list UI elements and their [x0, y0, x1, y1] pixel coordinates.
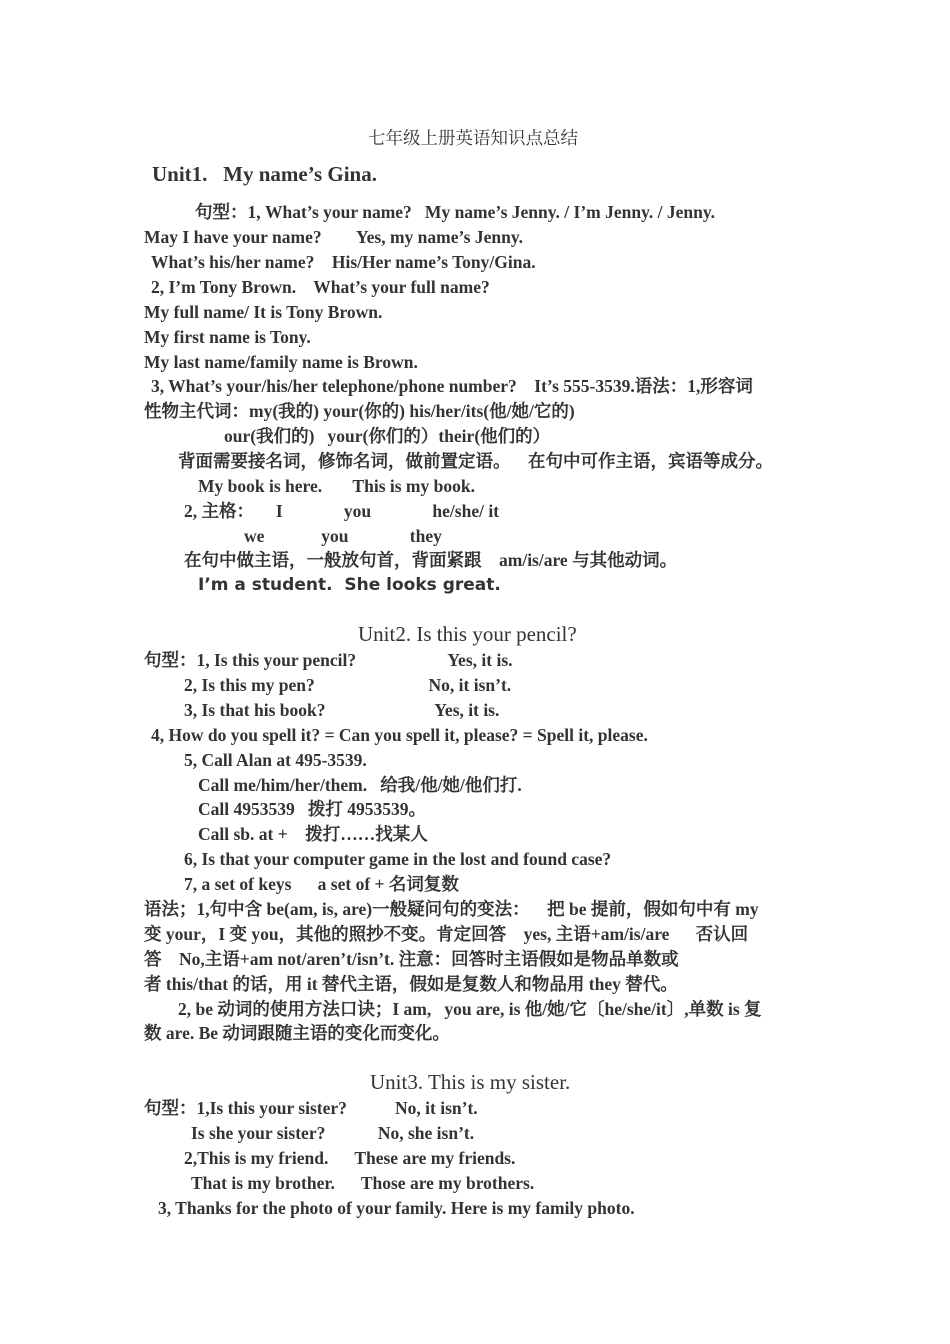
unit1-line: 2, 主格： I you he/she/ it	[184, 501, 500, 521]
unit3-line: 3, Thanks for the photo of your family. Here is my family photo.	[158, 1198, 635, 1218]
unit2-line: 2, be 动词的使用方法口诀；I am, you are, is 他/她/它〔he/she/it〕,单数 is 复	[178, 999, 762, 1019]
unit3-line: 句型：1,Is this your sister? No, it isn’t.	[144, 1098, 478, 1118]
unit1-line: 性物主代词：my(我的) your(你的) his/her/its(他/她/它的)	[144, 401, 575, 421]
unit3-line: Is she your sister? No, she isn’t.	[191, 1123, 475, 1143]
unit1-line: My book is here. This is my book.	[198, 476, 475, 496]
unit2-line: 答 No,主语+am not/aren’t/isn’t. 注意：回答时主语假如是物品单数或	[144, 949, 679, 969]
document-title: 七年级上册英语知识点总结	[368, 128, 578, 148]
unit2-line: 数 are. Be 动词跟随主语的变化而变化。	[144, 1023, 450, 1043]
unit1-heading: Unit1. My name’s Gina.	[152, 162, 377, 186]
unit2-heading: Unit2. Is this your pencil?	[358, 622, 577, 646]
unit1-line: My first name is Tony.	[144, 327, 311, 347]
unit1-line: 2, I’m Tony Brown. What’s your full name?	[151, 277, 490, 297]
unit2-line: 3, Is that his book? Yes, it is.	[184, 700, 500, 720]
unit2-line: 语法；1,句中含 be(am, is, are)一般疑问句的变法： 把 be 提前，假如句中有 my	[144, 899, 759, 919]
unit1-line: 句型：1, What’s your name? My name’s Jenny. / I’m Jenny. / Jenny.	[195, 202, 716, 222]
unit3-line: 2,This is my friend. These are my friends.	[184, 1148, 516, 1168]
unit1-line: 3, What’s your/his/her telephone/phone number? It’s 555-3539.语法：1,形容词	[151, 376, 753, 396]
unit3-heading: Unit3. This is my sister.	[370, 1070, 571, 1094]
unit2-line: 5, Call Alan at 495-3539.	[184, 750, 367, 770]
unit2-line: 2, Is this my pen? No, it isn’t.	[184, 675, 512, 695]
unit1-line: My full name/ It is Tony Brown.	[144, 302, 383, 322]
unit1-line: 背面需要接名词，修饰名词，做前置定语。 在句中可作主语，宾语等成分。	[178, 451, 773, 471]
unit1-line: What’s his/her name? His/Her name’s Tony/Gina.	[151, 252, 536, 272]
unit1-example: I’m a student. She looks great.	[198, 575, 501, 595]
unit1-line: My last name/family name is Brown.	[144, 352, 418, 372]
unit2-line: 句型：1, Is this your pencil? Yes, it is.	[144, 650, 513, 670]
unit2-line: Call sb. at + 拨打……找某人	[198, 824, 428, 844]
unit1-line: 在句中做主语，一般放句首，背面紧跟 am/is/are 与其他动词。	[184, 550, 678, 570]
unit2-line: 7, a set of keys a set of + 名词复数	[184, 874, 459, 894]
unit2-line: 变 your，I 变 you，其他的照抄不变。肯定回答 yes, 主语+am/is/are 否认回	[144, 924, 749, 944]
unit2-line: 6, Is that your computer game in the lost and found case?	[184, 849, 612, 869]
unit1-line: we you they	[244, 526, 442, 546]
unit2-line: Call 4953539 拨打 4953539。	[198, 799, 426, 819]
unit2-line: Call me/him/her/them. 给我/他/她/他们打.	[198, 775, 522, 795]
unit2-line: 4, How do you spell it? = Can you spell it, please? = Spell it, please.	[151, 725, 648, 745]
unit1-line: May I have your name? Yes, my name’s Jenny.	[144, 227, 524, 247]
unit3-line: That is my brother. Those are my brothers.	[191, 1173, 535, 1193]
unit1-line: our(我们的) your(你们的）their(他们的）	[224, 426, 551, 446]
unit2-line: 者 this/that 的话，用 it 替代主语，假如是复数人和物品用 they 替代。	[144, 974, 678, 994]
